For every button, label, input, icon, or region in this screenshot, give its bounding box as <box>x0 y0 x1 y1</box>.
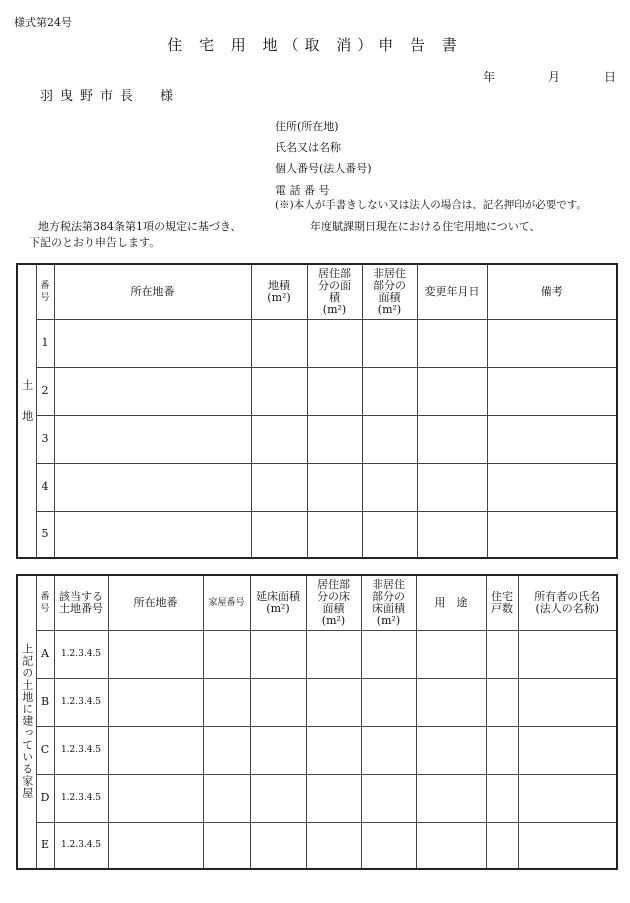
house-nonres-floor-cell[interactable] <box>361 774 416 822</box>
land-change-date-cell[interactable] <box>417 319 487 367</box>
house-section-label: 上記の土地に建っている家屋 <box>17 575 36 869</box>
intro-law-text: 地方税法第384条第1項の規定に基づき、 <box>38 220 242 233</box>
address-label: 住所(所在地) <box>275 120 339 133</box>
house-land-number-options[interactable]: 1.2.3.4.5 <box>54 774 108 822</box>
land-area-cell[interactable] <box>251 511 307 558</box>
house-units-cell[interactable] <box>486 630 518 678</box>
land-row <box>17 511 617 558</box>
land-location-cell[interactable] <box>54 367 251 415</box>
land-change-date-cell[interactable] <box>417 511 487 558</box>
house-owner-cell[interactable] <box>518 678 617 726</box>
house-number-cell[interactable] <box>203 726 250 774</box>
house-land-number-options[interactable]: 1.2.3.4.5 <box>54 678 108 726</box>
house-usage-cell[interactable] <box>416 774 486 822</box>
house-nonres-floor-cell[interactable] <box>361 822 416 869</box>
house-row <box>17 822 617 869</box>
house-res-floor-cell[interactable] <box>306 630 361 678</box>
intro-declaration-text: 下記のとおり申告します。 <box>29 236 161 249</box>
house-res-floor-cell[interactable] <box>306 774 361 822</box>
form-number: 様式第24号 <box>14 16 72 29</box>
house-location-cell[interactable] <box>108 630 203 678</box>
land-header-nonresidential-area: 非居住部分の面積 (m²) <box>362 264 417 319</box>
land-row-number: 2 <box>36 367 54 415</box>
land-change-date-cell[interactable] <box>417 367 487 415</box>
land-row <box>17 367 617 415</box>
house-res-floor-cell[interactable] <box>306 822 361 869</box>
land-row-number: 5 <box>36 511 54 558</box>
house-row-id: A <box>36 630 54 678</box>
phone-label: 電 話 番 号 <box>275 184 330 197</box>
house-floor-area-cell[interactable] <box>250 678 306 726</box>
land-location-cell[interactable] <box>54 511 251 558</box>
land-header-residential-area: 居住部分の面積 (m²) <box>307 264 362 319</box>
house-row-id: D <box>36 774 54 822</box>
house-location-cell[interactable] <box>108 822 203 869</box>
addressee: 羽曳野市長 様 <box>40 89 181 104</box>
land-area-cell[interactable] <box>251 415 307 463</box>
house-row-id: E <box>36 822 54 869</box>
land-res-area-cell[interactable] <box>307 367 362 415</box>
house-floor-area-cell[interactable] <box>250 630 306 678</box>
house-header-land-number: 該当する土地番号 <box>54 575 108 630</box>
land-nonres-area-cell[interactable] <box>362 319 417 367</box>
house-number-cell[interactable] <box>203 774 250 822</box>
land-location-cell[interactable] <box>54 319 251 367</box>
house-floor-area-cell[interactable] <box>250 774 306 822</box>
land-row-number: 4 <box>36 463 54 511</box>
house-table <box>16 574 618 870</box>
house-header-residential-floor: 居住部分の床面積 (m²) <box>306 575 361 630</box>
house-row <box>17 678 617 726</box>
date-month-label: 月 <box>548 70 561 84</box>
land-remarks-cell[interactable] <box>487 511 617 558</box>
house-nonres-floor-cell[interactable] <box>361 678 416 726</box>
house-header-usage: 用 途 <box>416 575 486 630</box>
house-units-cell[interactable] <box>486 774 518 822</box>
house-owner-cell[interactable] <box>518 630 617 678</box>
land-area-cell[interactable] <box>251 367 307 415</box>
land-header-location: 所在地番 <box>54 264 251 319</box>
house-usage-cell[interactable] <box>416 630 486 678</box>
house-row-id: B <box>36 678 54 726</box>
house-owner-cell[interactable] <box>518 822 617 869</box>
land-row-number: 1 <box>36 319 54 367</box>
house-header-floor-area: 延床面積 (m²) <box>250 575 306 630</box>
date-year-label: 年 <box>483 70 496 84</box>
land-row <box>17 415 617 463</box>
house-land-number-options[interactable]: 1.2.3.4.5 <box>54 822 108 869</box>
land-location-cell[interactable] <box>54 463 251 511</box>
house-res-floor-cell[interactable] <box>306 726 361 774</box>
land-remarks-cell[interactable] <box>487 319 617 367</box>
land-header-area: 地積 (m²) <box>251 264 307 319</box>
house-owner-cell[interactable] <box>518 774 617 822</box>
house-number-cell[interactable] <box>203 678 250 726</box>
house-usage-cell[interactable] <box>416 726 486 774</box>
land-remarks-cell[interactable] <box>487 463 617 511</box>
land-nonres-area-cell[interactable] <box>362 367 417 415</box>
house-header-house-number: 家屋番号 <box>203 575 250 630</box>
land-remarks-cell[interactable] <box>487 415 617 463</box>
house-units-cell[interactable] <box>486 822 518 869</box>
house-floor-area-cell[interactable] <box>250 822 306 869</box>
form-title: 住 宅 用 地（取 消）申 告 書 <box>167 36 463 54</box>
land-location-cell[interactable] <box>54 415 251 463</box>
land-change-date-cell[interactable] <box>417 415 487 463</box>
land-remarks-cell[interactable] <box>487 367 617 415</box>
land-res-area-cell[interactable] <box>307 463 362 511</box>
house-usage-cell[interactable] <box>416 678 486 726</box>
house-units-cell[interactable] <box>486 678 518 726</box>
land-res-area-cell[interactable] <box>307 415 362 463</box>
land-header-change-date: 変更年月日 <box>417 264 487 319</box>
house-row-id: C <box>36 726 54 774</box>
intro-fiscal-year-text: 年度賦課期日現在における住宅用地について、 <box>310 220 541 233</box>
date-day-label: 日 <box>604 70 617 84</box>
land-nonres-area-cell[interactable] <box>362 511 417 558</box>
house-res-floor-cell[interactable] <box>306 678 361 726</box>
land-res-area-cell[interactable] <box>307 511 362 558</box>
land-res-area-cell[interactable] <box>307 319 362 367</box>
land-table <box>16 263 618 559</box>
house-usage-cell[interactable] <box>416 822 486 869</box>
seal-note: (※)本人が手書きしない又は法人の場合は、記名押印が必要です。 <box>275 199 587 211</box>
land-header-number: 番号 <box>36 264 54 319</box>
name-label: 氏名又は名称 <box>275 141 341 154</box>
house-units-cell[interactable] <box>486 726 518 774</box>
house-location-cell[interactable] <box>108 678 203 726</box>
house-row <box>17 726 617 774</box>
house-number-cell[interactable] <box>203 630 250 678</box>
house-owner-cell[interactable] <box>518 726 617 774</box>
house-location-cell[interactable] <box>108 774 203 822</box>
house-header-nonresidential-floor: 非居住部分の床面積 (m²) <box>361 575 416 630</box>
house-header-location: 所在地番 <box>108 575 203 630</box>
land-change-date-cell[interactable] <box>417 463 487 511</box>
house-number-cell[interactable] <box>203 822 250 869</box>
land-row-number: 3 <box>36 415 54 463</box>
house-nonres-floor-cell[interactable] <box>361 726 416 774</box>
house-land-number-options[interactable]: 1.2.3.4.5 <box>54 726 108 774</box>
house-location-cell[interactable] <box>108 726 203 774</box>
land-section-label: 土地 <box>17 264 36 558</box>
house-floor-area-cell[interactable] <box>250 726 306 774</box>
house-row <box>17 630 617 678</box>
land-area-cell[interactable] <box>251 319 307 367</box>
house-header-owner: 所有者の氏名 (法人の名称) <box>518 575 617 630</box>
id-number-label: 個人番号(法人番号) <box>275 162 372 175</box>
land-area-cell[interactable] <box>251 463 307 511</box>
land-row <box>17 463 617 511</box>
land-nonres-area-cell[interactable] <box>362 415 417 463</box>
house-header-number: 番号 <box>36 575 54 630</box>
house-row <box>17 774 617 822</box>
land-row <box>17 319 617 367</box>
land-header-remarks: 備考 <box>487 264 617 319</box>
house-header-units: 住宅戸数 <box>486 575 518 630</box>
land-nonres-area-cell[interactable] <box>362 463 417 511</box>
house-land-number-options[interactable]: 1.2.3.4.5 <box>54 630 108 678</box>
house-nonres-floor-cell[interactable] <box>361 630 416 678</box>
